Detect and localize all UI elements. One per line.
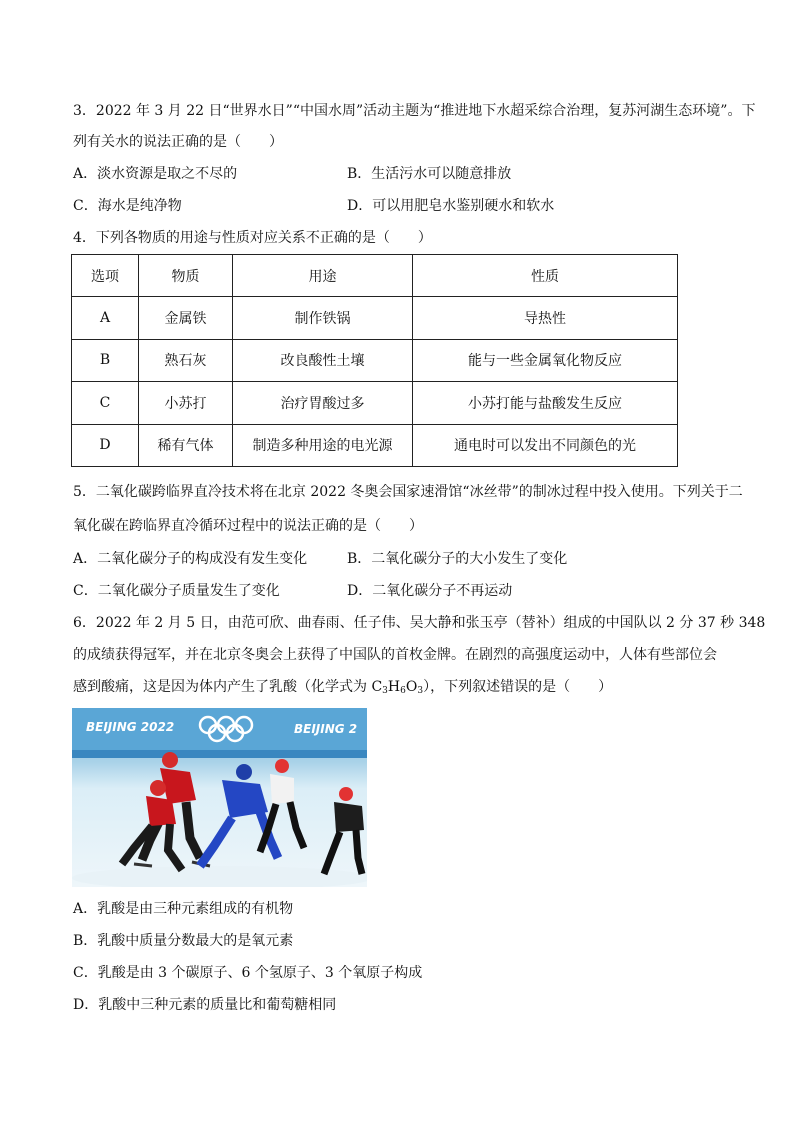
table-cell: 制造多种用途的电光源 bbox=[233, 424, 413, 466]
formula-element: H bbox=[387, 679, 401, 695]
q3-stem-line2: 列有关水的说法正确的是（ ） bbox=[73, 134, 283, 150]
formula-subscript: 6 bbox=[400, 686, 406, 696]
table-cell: 治疗胃酸过多 bbox=[233, 382, 413, 424]
formula-subscript: 3 bbox=[382, 686, 388, 696]
q6-option-b: B．乳酸中质量分数最大的是氧元素 bbox=[73, 933, 294, 949]
table-cell: 熟石灰 bbox=[139, 339, 233, 381]
table-cell: 小苏打 bbox=[139, 382, 233, 424]
q3-option-b: B．生活污水可以随意排放 bbox=[347, 166, 512, 182]
table-cell: 能与一些金属氧化物反应 bbox=[413, 339, 678, 381]
speed-skating-photo bbox=[72, 708, 367, 887]
table-cell: C bbox=[72, 382, 139, 424]
table-header-cell: 性质 bbox=[413, 255, 678, 297]
q3-option-a: A．淡水资源是取之不尽的 bbox=[73, 166, 238, 182]
q5-option-c: C．二氧化碳分子质量发生了变化 bbox=[73, 583, 280, 599]
q6-stem-line1: 6．2022 年 2 月 5 日，由范可欣、曲春雨、任子伟、吴大静和张玉亭（替补）组成的中国队以 2 分 37 秒 348 bbox=[73, 615, 766, 631]
table-cell: D bbox=[72, 424, 139, 466]
table-row bbox=[72, 424, 678, 466]
table-row bbox=[72, 382, 678, 424]
table-row bbox=[72, 297, 678, 339]
q4-table bbox=[71, 254, 678, 467]
table-cell: 通电时可以发出不同颜色的光 bbox=[413, 424, 678, 466]
q3-option-c: C．海水是纯净物 bbox=[73, 198, 182, 214]
olympic-rings-icon bbox=[200, 717, 252, 741]
table-cell: 小苏打能与盐酸发生反应 bbox=[413, 382, 678, 424]
table-header-cell: 选项 bbox=[72, 255, 139, 297]
q6-stem-line3 bbox=[73, 677, 612, 701]
banner-text-left: BEIJING 2022 bbox=[86, 720, 175, 734]
q6-option-a: A．乳酸是由三种元素组成的有机物 bbox=[73, 901, 294, 917]
skater-right bbox=[324, 787, 364, 874]
formula-element: O bbox=[405, 679, 418, 695]
q5-option-a: A．二氧化碳分子的构成没有发生变化 bbox=[73, 551, 308, 567]
table-cell: 稀有气体 bbox=[139, 424, 233, 466]
table-header-row bbox=[72, 255, 678, 297]
banner-text-right: BEIJING 2 bbox=[294, 722, 358, 736]
table-cell: 金属铁 bbox=[139, 297, 233, 339]
q6-option-c: C．乳酸是由 3 个碳原子、6 个氢原子、3 个氧原子构成 bbox=[73, 965, 423, 981]
q6-option-d: D．乳酸中三种元素的质量比和葡萄糖相同 bbox=[73, 997, 337, 1013]
table-header-cell: 用途 bbox=[233, 255, 413, 297]
table-cell: B bbox=[72, 339, 139, 381]
rink-board bbox=[72, 750, 367, 758]
table-cell: 改良酸性土壤 bbox=[233, 339, 413, 381]
table-cell: 导热性 bbox=[413, 297, 678, 339]
q6-stem-line3-pre: 感到酸痛，这是因为体内产生了乳酸（化学式为 C bbox=[73, 679, 383, 695]
q3-stem-line1: 3．2022 年 3 月 22 日“世界水日”“中国水周”活动主题为“推进地下水超采综合治理，复苏河湖生态环境”。下 bbox=[73, 103, 756, 119]
q6-stem-line2: 的成绩获得冠军，并在北京冬奥会上获得了中国队的首枚金牌。在剧烈的高强度运动中，人体有些部位会 bbox=[73, 647, 717, 663]
q5-stem-line1: 5．二氧化碳跨临界直冷技术将在北京 2022 冬奥会国家速滑馆“冰丝带”的制冰过程中投入使用。下列关于二 bbox=[73, 484, 743, 500]
q4-stem: 4．下列各物质的用途与性质对应关系不正确的是（ ） bbox=[73, 230, 432, 246]
q5-option-b: B．二氧化碳分子的大小发生了变化 bbox=[347, 551, 568, 567]
table-header-cell: 物质 bbox=[139, 255, 233, 297]
q3-option-d: D．可以用肥皂水鉴别硬水和软水 bbox=[347, 198, 555, 214]
skaters-illustration bbox=[72, 708, 367, 887]
table-cell: A bbox=[72, 297, 139, 339]
skater-white-black bbox=[260, 759, 304, 852]
q5-stem-line2: 氧化碳在跨临界直冷循环过程中的说法正确的是（ ） bbox=[73, 518, 423, 534]
skater-blue bbox=[200, 764, 278, 866]
formula-subscript: 3 bbox=[417, 686, 424, 696]
table-cell: 制作铁锅 bbox=[233, 297, 413, 339]
q6-stem-line3-post: ），下列叙述错误的是（ ） bbox=[423, 679, 613, 695]
q5-option-d: D．二氧化碳分子不再运动 bbox=[347, 583, 513, 599]
table-row bbox=[72, 339, 678, 381]
